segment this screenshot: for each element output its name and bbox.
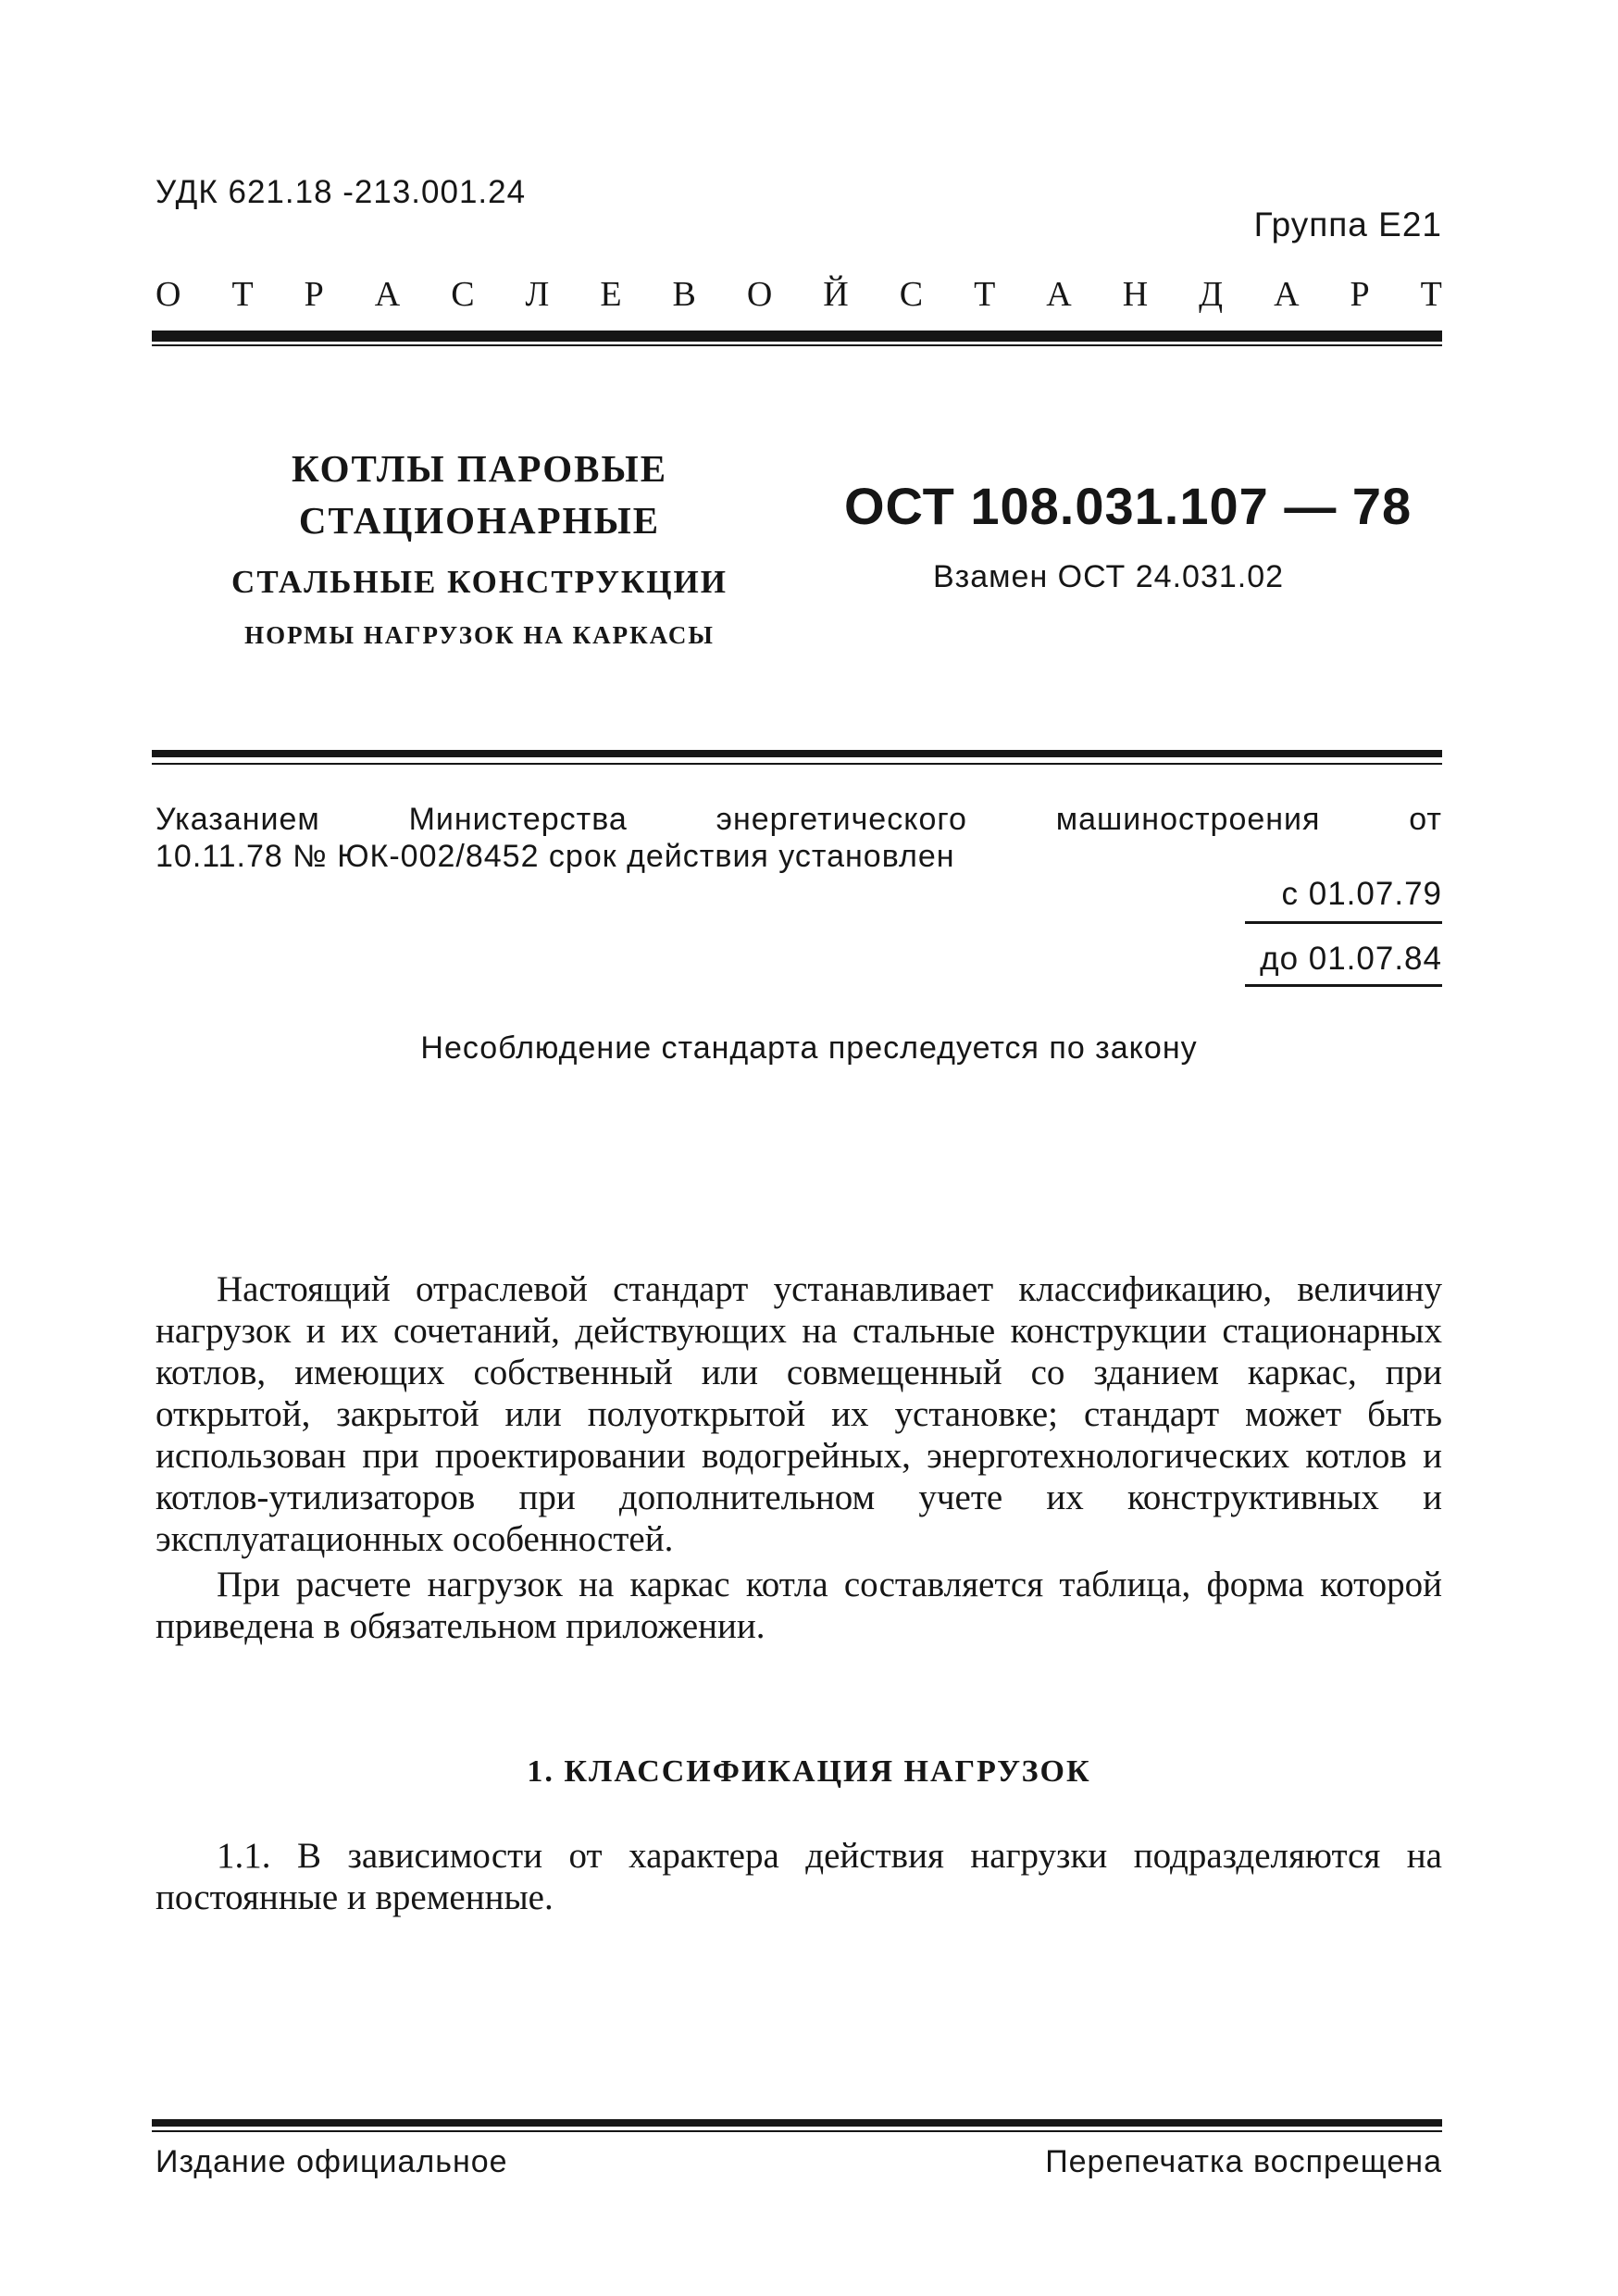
bottom-rule-thin [152, 2130, 1442, 2132]
directive-word: от [1409, 802, 1442, 837]
middle-rule-thick [152, 750, 1442, 757]
directive-text [156, 801, 1442, 875]
top-rule-thin [152, 344, 1442, 346]
top-rule-thick [152, 331, 1442, 342]
reprint-prohibited-note: Перепечатка воспрещена [1045, 2144, 1442, 2179]
banner-letter: Е [600, 275, 622, 314]
replaces-standard: Взамен ОСТ 24.031.02 [933, 559, 1285, 594]
group-code: Группа Е21 [1253, 206, 1442, 243]
body-text [156, 1268, 1442, 1651]
directive-word: Указанием [156, 802, 320, 837]
banner-letter: А [1274, 275, 1300, 314]
banner-letter: Т [231, 275, 254, 314]
title-line-1: КОТЛЫ ПАРОВЫЕ [291, 447, 668, 490]
banner-letter: Р [1350, 275, 1370, 314]
date-underline-2 [1245, 984, 1442, 987]
body-paragraph-1: Настоящий отраслевой стандарт устанавливает классификацию, величину нагрузок и их сочетаний, действующих на стальные конструкции стационарных котлов, имеющих собственный или совмещенный со зданием каркас, при открытой, закрытой или полуоткрытой их установке; стандарт может быть использован при проектировании водогрейных, энерготехнологических котлов и котлов-утилизаторов при дополнительном учете их конструктивных и эксплуатационных особенностей. [156, 1269, 1442, 1559]
directive-line-1 [156, 801, 1442, 838]
section-heading: 1. КЛАССИФИКАЦИЯ НАГРУЗОК [527, 1754, 1091, 1789]
title-line-2: СТАЦИОНАРНЫЕ [298, 499, 661, 542]
banner-letter: С [899, 275, 924, 314]
banner-letter: Р [304, 275, 324, 314]
title-line-4: НОРМЫ НАГРУЗОК НА КАРКАСЫ [244, 621, 715, 649]
banner-letter: А [374, 275, 401, 314]
effective-to-date: до 01.07.84 [1260, 941, 1442, 977]
clause-1-1: 1.1. В зависимости от характера действия нагрузки подразделяются на постоянные и временные. [156, 1836, 1442, 1917]
effective-from-date: с 01.07.79 [1281, 876, 1442, 912]
banner-letter: Т [1420, 275, 1442, 314]
directive-line-2: 10.11.78 № ЮК-002/8452 срок действия установлен [156, 839, 955, 874]
industry-standard-banner [156, 271, 1442, 318]
banner-letter: Й [823, 275, 849, 314]
official-edition-note: Издание официальное [156, 2144, 508, 2179]
body-paragraph-2: При расчете нагрузок на каркас котла составляется таблица, форма которой приведена в обязательном приложении. [156, 1565, 1442, 1646]
clause-text [156, 1835, 1442, 1918]
directive-word: машиностроения [1055, 802, 1321, 837]
banner-letter: О [746, 275, 773, 314]
banner-letter: С [451, 275, 475, 314]
banner-letter: В [672, 275, 696, 314]
banner-letter: Н [1122, 275, 1149, 314]
udk-code: УДК 621.18 -213.001.24 [156, 174, 527, 210]
law-notice: Несоблюдение стандарта преследуется по закону [420, 1030, 1198, 1066]
date-underline-1 [1245, 921, 1442, 924]
banner-letter: Т [974, 275, 996, 314]
banner-letter: О [156, 275, 181, 314]
title-line-3: СТАЛЬНЫЕ КОНСТРУКЦИИ [231, 564, 728, 600]
document-title-block [156, 443, 803, 654]
middle-rule-thin [152, 763, 1442, 765]
standard-number: ОСТ 108.031.107 — 78 [844, 477, 1413, 535]
banner-letter: А [1046, 275, 1072, 314]
banner-letter: Л [525, 275, 550, 314]
bottom-rule-thick [152, 2119, 1442, 2127]
directive-word: энергетического [716, 802, 967, 837]
directive-word: Министерства [408, 802, 628, 837]
banner-letter: Д [1199, 275, 1224, 314]
